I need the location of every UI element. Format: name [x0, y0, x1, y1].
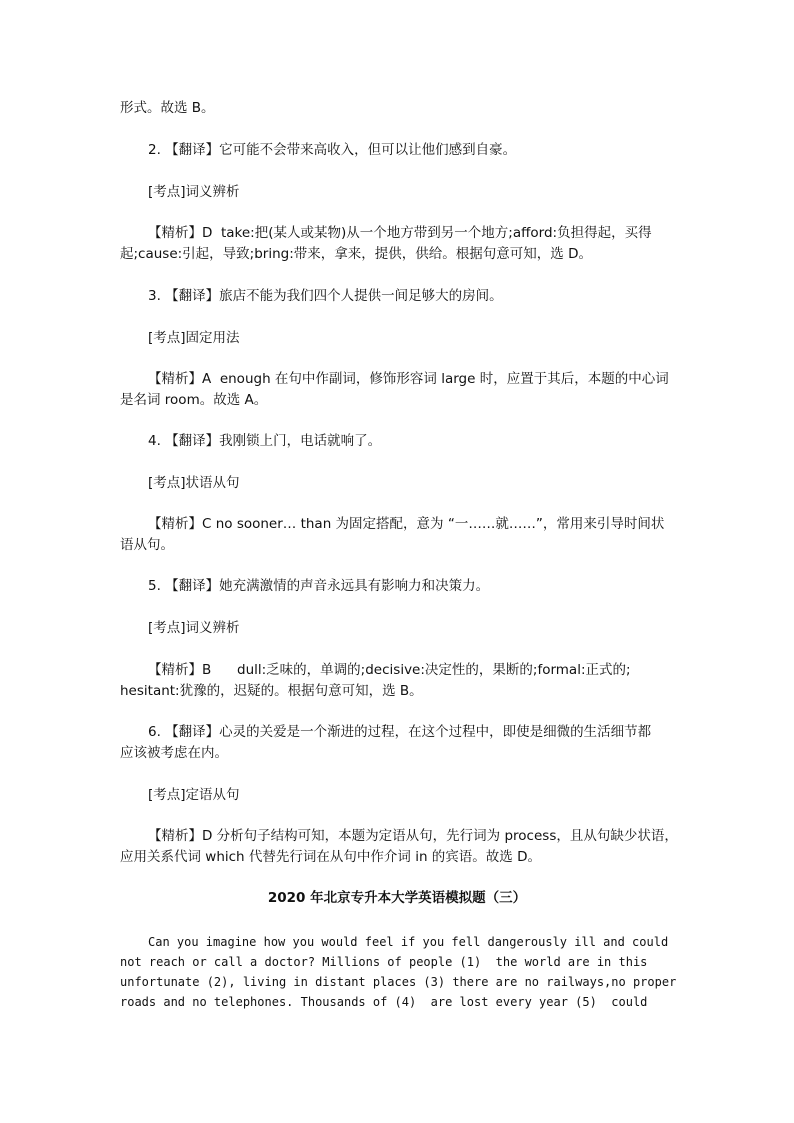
analysis-line: 是名词 room。故选 A。	[120, 392, 268, 408]
translation-line: 应该被考虑在内。	[120, 745, 228, 761]
passage-line: Can you imagine how you would feel if you fell dangerously ill and could	[148, 935, 669, 949]
test-point-line: [考点]定语从句	[148, 787, 240, 803]
passage-line: unfortunate (2), living in distant places (3) there are no railways,no proper	[120, 975, 677, 989]
test-point-line: [考点]状语从句	[148, 475, 240, 491]
translation-line: 2. 【翻译】它可能不会带来高收入，但可以让他们感到自豪。	[148, 142, 517, 158]
translation-line: 6. 【翻译】心灵的关爱是一个渐进的过程，在这个过程中，即使是细微的生活细节都	[148, 724, 652, 740]
analysis-line: 起;cause:引起，导致;bring:带来，拿来，提供，供给。根据句意可知，选 D。	[120, 246, 592, 262]
analysis-line: 应用关系代词 which 代替先行词在从句中作介词 in 的宾语。故选 D。	[120, 849, 541, 865]
analysis-line: 【精析】A enough 在句中作副词，修饰形容词 large 时，应置于其后，本题的中心词	[148, 371, 669, 387]
analysis-line: hesitant:犹豫的，迟疑的。根据句意可知，选 B。	[120, 683, 423, 699]
test-point-line: [考点]词义辨析	[148, 184, 240, 200]
analysis-line: 语从句。	[120, 537, 174, 553]
section-title: 2020 年北京专升本大学英语模拟题（三）	[267, 890, 527, 906]
analysis-line: 【精析】D 分析句子结构可知，本题为定语从句，先行词为 process，且从句缺少状语，	[148, 828, 678, 844]
text-line: 形式。故选 B。	[120, 100, 215, 116]
passage-line: not reach or call a doctor? Millions of people (1) the world are in this	[120, 955, 648, 969]
test-point-line: [考点]固定用法	[148, 330, 240, 346]
analysis-line: 【精析】D take:把(某人或某物)从一个地方带到另一个地方;afford:负担得起，买得	[148, 225, 652, 241]
translation-line: 4. 【翻译】我刚锁上门，电话就响了。	[148, 433, 382, 449]
translation-line: 5. 【翻译】她充满激情的声音永远具有影响力和决策力。	[148, 578, 490, 594]
passage-line: roads and no telephones. Thousands of (4) are lost every year (5) could	[120, 995, 648, 1009]
analysis-line: 【精析】B dull:乏味的，单调的;decisive:决定性的，果断的;formal:正式的;	[148, 662, 631, 678]
translation-line: 3. 【翻译】旅店不能为我们四个人提供一间足够大的房间。	[148, 288, 503, 304]
test-point-line: [考点]词义辨析	[148, 620, 240, 636]
analysis-line: 【精析】C no sooner… than 为固定搭配，意为 “一……就……”，常用来引导时间状	[148, 516, 665, 532]
